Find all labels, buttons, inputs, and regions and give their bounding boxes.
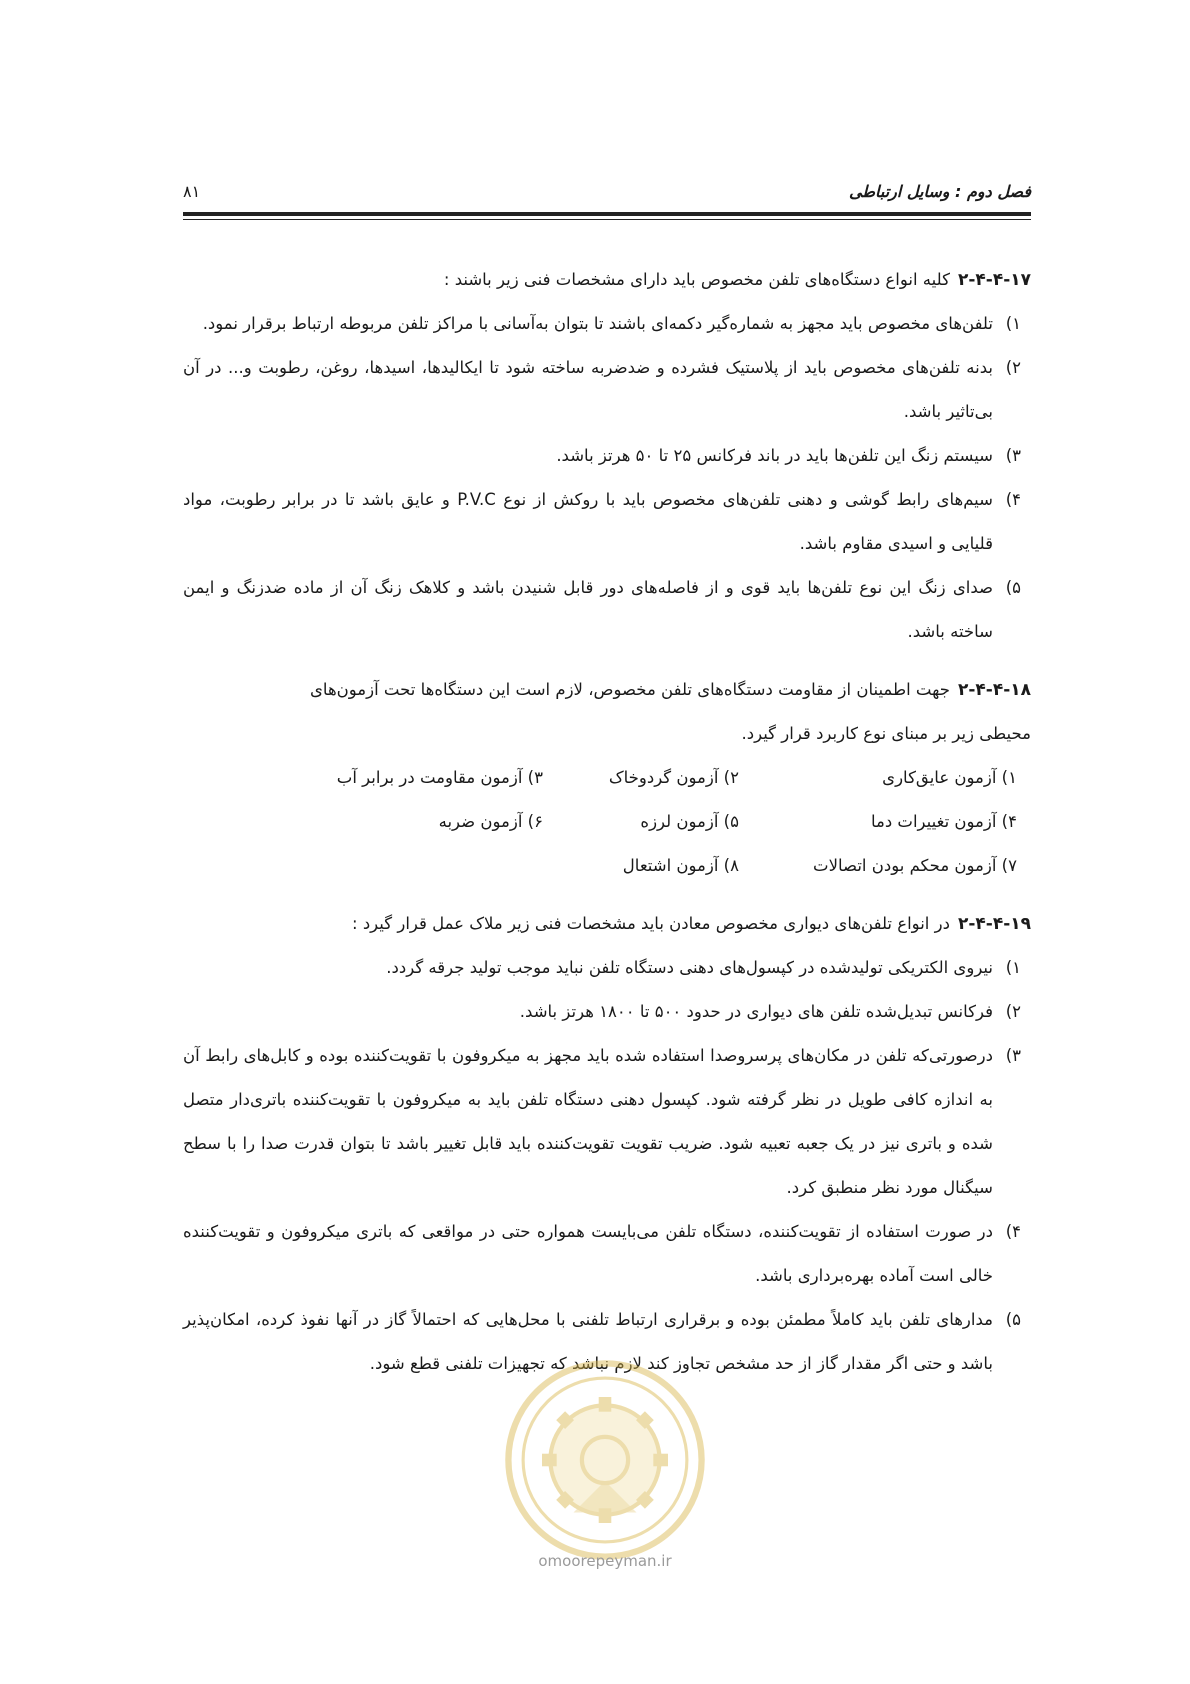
test-item: ۷) آزمون محکم بودن اتصالات xyxy=(813,856,1017,875)
item-text: فرکانس تبدیل‌شده تلفن های دیواری در حدود ۵۰۰ تا ۱۸۰۰ هرتز باشد. xyxy=(519,1002,993,1021)
list-item xyxy=(183,434,1031,478)
page-number: ۸۱ xyxy=(183,182,201,201)
item-text: بدنه تلفن‌های مخصوص باید از پلاستیک فشرده و ضدضربه ساخته شود تا ایکالیدها، اسیدها، روغن، رطوبت و... در آن بی‌تاثیر باشد. xyxy=(183,358,993,421)
tests-row xyxy=(183,844,1017,888)
section-18 xyxy=(183,668,1031,888)
test-item: ۶) آزمون ضربه xyxy=(438,812,543,831)
item-list xyxy=(183,302,1031,654)
test-item: ۸) آزمون اشتعال xyxy=(622,856,739,875)
section-17 xyxy=(183,258,1031,654)
watermark-site-text: omoorepeyman.ir xyxy=(538,1552,672,1570)
item-list xyxy=(183,946,1031,1386)
item-number: ۱) xyxy=(1005,958,1021,977)
test-item: ۳) آزمون مقاومت در برابر آب xyxy=(336,768,543,787)
list-item xyxy=(183,302,1031,346)
item-number: ۴) xyxy=(1005,490,1021,509)
list-item xyxy=(183,346,1031,434)
item-text: صدای زنگ این نوع تلفن‌ها باید قوی و از فاصله‌های دور قابل شنیدن باشد و کلاهک زنگ آن از ماده ضدزنگ و ایمن ساخته باشد. xyxy=(183,578,993,641)
page-header xyxy=(183,182,1031,212)
test-item: ۵) آزمون لرزه xyxy=(640,812,739,831)
section-number: ۲-۴-۴-۱۷ xyxy=(957,270,1031,290)
header-rule-thin xyxy=(183,219,1031,220)
item-number: ۵) xyxy=(1005,1310,1021,1329)
tests-row xyxy=(183,800,1017,844)
list-item xyxy=(183,1034,1031,1210)
tests-row xyxy=(183,756,1017,800)
item-text: مدارهای تلفن باید کاملاً مطمئن بوده و برقراری ارتباط تلفنی با محل‌هایی که احتمالاً گاز در آنها نفوذ کرده، امکان‌پذیر باشد و حتی اگر مقدار گاز از حد مشخص تجاوز کند لازم نباشد که تجهیزات تلفنی قطع شود. xyxy=(183,1310,993,1373)
item-text: در صورت استفاده از تقویت‌کننده، دستگاه تلفن می‌بایست همواره حتی در مواقعی که باتری میکروفون و تقویت‌کننده خالی است آماده بهره‌برداری باشد. xyxy=(183,1222,993,1285)
watermark-seal-icon xyxy=(500,1355,710,1565)
list-item xyxy=(183,990,1031,1034)
item-text: نیروی الکتریکی تولیدشده در کپسول‌های دهنی دستگاه تلفن نباید موجب تولید جرقه گردد. xyxy=(386,958,993,977)
item-number: ۲) xyxy=(1005,358,1021,377)
page-body xyxy=(183,258,1031,1386)
test-item: ۱) آزمون عایق‌کاری xyxy=(882,768,1017,787)
list-item xyxy=(183,946,1031,990)
item-text: تلفن‌های مخصوص باید مجهز به شماره‌گیر دکمه‌ای باشند تا بتوان به‌آسانی با مراکز تلفن مربوطه ارتباط برقرار نمود. xyxy=(202,314,993,333)
list-item xyxy=(183,1210,1031,1298)
chapter-title: فصل دوم : وسایل ارتباطی xyxy=(848,182,1031,201)
section-heading xyxy=(183,668,1031,712)
section-number: ۲-۴-۴-۱۸ xyxy=(957,680,1031,700)
section-number: ۲-۴-۴-۱۹ xyxy=(957,914,1031,934)
item-number: ۱) xyxy=(1005,314,1021,333)
list-item xyxy=(183,478,1031,566)
tests-grid xyxy=(183,756,1031,888)
item-number: ۴) xyxy=(1005,1222,1021,1241)
test-item: ۲) آزمون گردوخاک xyxy=(608,768,739,787)
section-heading xyxy=(183,258,1031,302)
test-item: ۴) آزمون تغییرات دما xyxy=(870,812,1017,831)
item-text: سیم‌های رابط گوشی و دهنی تلفن‌های مخصوص باید با روکش از نوع P.V.C و عایق باشد تا در برابر رطوبت، مواد قلیایی و اسیدی مقاوم باشد. xyxy=(183,490,993,553)
list-item xyxy=(183,566,1031,654)
header-rule-thick xyxy=(183,212,1031,216)
section-intro: جهت اطمینان از مقاومت دستگاه‌های تلفن مخصوص، لازم است این دستگاه‌ها تحت آزمون‌های xyxy=(310,680,950,699)
section-intro-continued: محیطی زیر بر مبنای نوع کاربرد قرار گیرد. xyxy=(741,724,1031,743)
test-item xyxy=(265,844,543,888)
section-intro: کلیه انواع دستگاه‌های تلفن مخصوص باید دارای مشخصات فنی زیر باشند : xyxy=(443,270,950,289)
section-19 xyxy=(183,902,1031,1386)
item-text: درصورتی‌که تلفن در مکان‌های پرسروصدا استفاده شده باید مجهز به میکروفون با تقویت‌کننده بوده و کابل‌های رابط آن به اندازه کافی طویل در نظر گرفته شود. کپسول دهنی دستگاه تلفن باید به میکروفون با تقویت‌کننده باتری‌دار متصل شده و باتری نیز در یک جعبه تعبیه شود. ضریب تقویت تقویت‌کننده باید قابل تغییر باشد تا بتوان قدرت صدا را با سطح سیگنال مورد نظر منطبق کرد. xyxy=(183,1046,993,1197)
section-intro: در انواع تلفن‌های دیواری مخصوص معادن باید مشخصات فنی زیر ملاک عمل قرار گیرد : xyxy=(352,914,950,933)
item-number: ۵) xyxy=(1005,578,1021,597)
item-number: ۲) xyxy=(1005,1002,1021,1021)
item-number: ۳) xyxy=(1005,446,1021,465)
section-heading xyxy=(183,902,1031,946)
item-number: ۳) xyxy=(1005,1046,1021,1065)
item-text: سیستم زنگ این تلفن‌ها باید در باند فرکانس ۲۵ تا ۵۰ هرتز باشد. xyxy=(556,446,993,465)
